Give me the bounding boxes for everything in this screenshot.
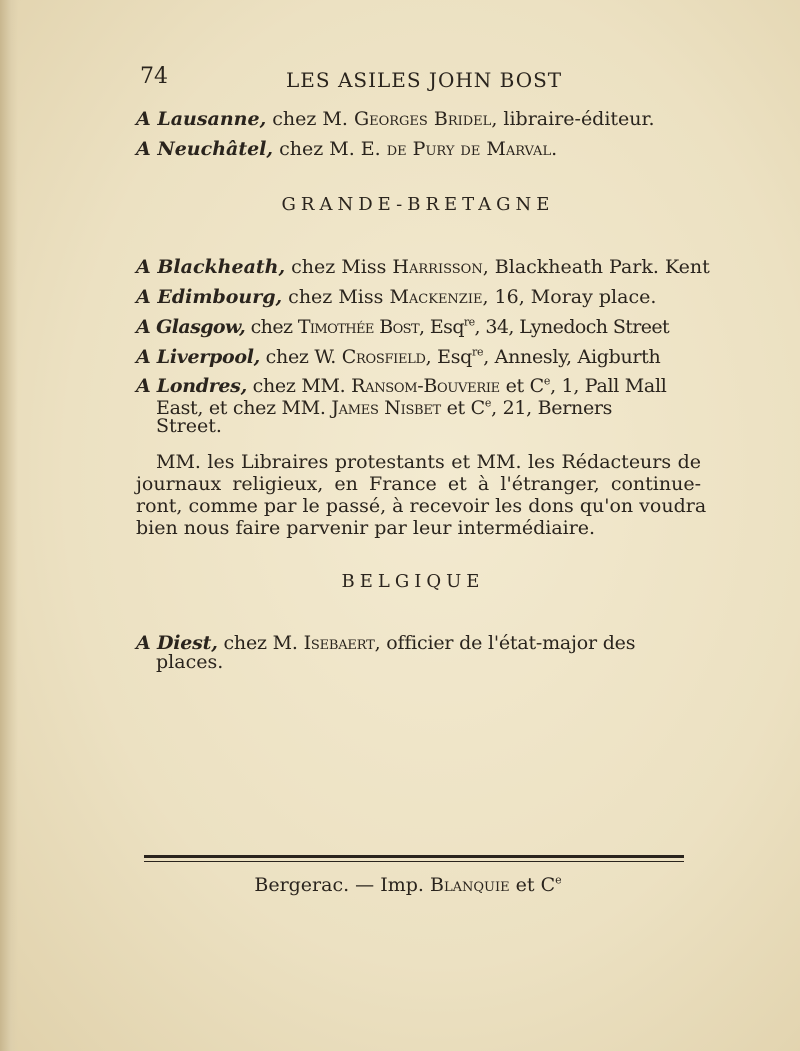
entry-lausanne [136,108,701,130]
entry-text: et C [499,375,544,397]
entry-glasgow [136,316,701,338]
entry-text: , libraire-éditeur. [491,108,655,130]
superscript: e [543,374,551,388]
entry-londres [136,375,701,397]
entry-text: chez MM. [246,375,352,397]
entry-name: de Pury de Marval [386,138,552,160]
entry-place: A Liverpool, [136,346,260,368]
printer-imprint [0,874,800,896]
entry-name: James Nisbet [331,397,441,419]
entry-diest-continued: places. [156,651,224,673]
page-number: 74 [140,64,168,89]
entry-name: Mackenzie [389,286,483,308]
entry-text: chez [245,316,298,338]
section-title-belgique: BELGIQUE [341,571,485,592]
entry-text: , Blackheath Park. Kent [482,256,710,278]
entry-blackheath [136,256,710,278]
entry-name: Isebaert [303,632,375,654]
entry-name: Crosfield [341,346,426,368]
entry-place: A Londres, [136,375,247,397]
superscript: e [484,396,492,410]
imprint-text: et C [509,874,556,896]
entry-text: , Esq [419,316,464,338]
footer-rule [144,855,684,858]
entry-place: A Lausanne, [136,108,267,130]
entry-place: A Edimbourg, [136,286,283,308]
paragraph-line: ront, comme par le passé, à recevoir les dons qu'on voudra [136,495,707,517]
entry-text: East, et chez MM. [156,397,332,419]
superscript: e [555,873,562,887]
entry-name: Ransom-Bouverie [351,375,500,397]
entry-name: Timothée Bost [297,316,420,338]
entry-text: chez W. [259,346,342,368]
entry-place: A Glasgow, [136,316,246,338]
footer-rule-thin [144,861,684,862]
paragraph-line: journaux religieux, en France et à l'étranger, continue- [136,473,701,495]
entry-name: Harrisson [392,256,483,278]
entry-place: A Neuchâtel, [136,138,274,160]
running-head: LES ASILES JOHN BOST [286,68,563,92]
entry-text: , 1, Pall Mall [550,375,667,397]
entry-text: et C [440,397,485,419]
paragraph-line: bien nous faire parvenir par leur intermédiaire. [136,517,596,539]
page-header [140,64,700,98]
entry-place: A Diest, [136,632,218,654]
imprint-name: Blanquie [430,874,510,896]
entry-text: , Annesly, Aigburth [483,346,661,368]
entry-londres-continued-2: Street. [156,415,222,437]
superscript: re [463,315,475,329]
paragraph-line: MM. les Libraires protestants et MM. les Rédacteurs de [156,451,701,473]
section-title-grande-bretagne: GRANDE-BRETAGNE [281,194,555,215]
entry-place: A Blackheath, [136,256,286,278]
entry-text: , 21, Berners [491,397,613,419]
entry-text: . [551,138,558,160]
superscript: re [472,345,484,359]
entry-text: chez M. [266,108,354,130]
entry-text: chez M. [217,632,304,654]
entry-neuchatel [136,138,701,160]
imprint-text: Bergerac. — Imp. [254,874,430,896]
entry-text: , 34, Lynedoch Street [474,316,670,338]
entry-text: chez M. E. [273,138,387,160]
entry-text: chez Miss [282,286,390,308]
entry-text: , 16, Moray place. [482,286,657,308]
entry-text: chez Miss [285,256,393,278]
entry-liverpool [136,346,701,368]
entry-text: , Esq [425,346,473,368]
entry-edimbourg [136,286,701,308]
entry-text: , officier de l'état-major des [374,632,636,654]
entry-name: Georges Bridel [353,108,492,130]
